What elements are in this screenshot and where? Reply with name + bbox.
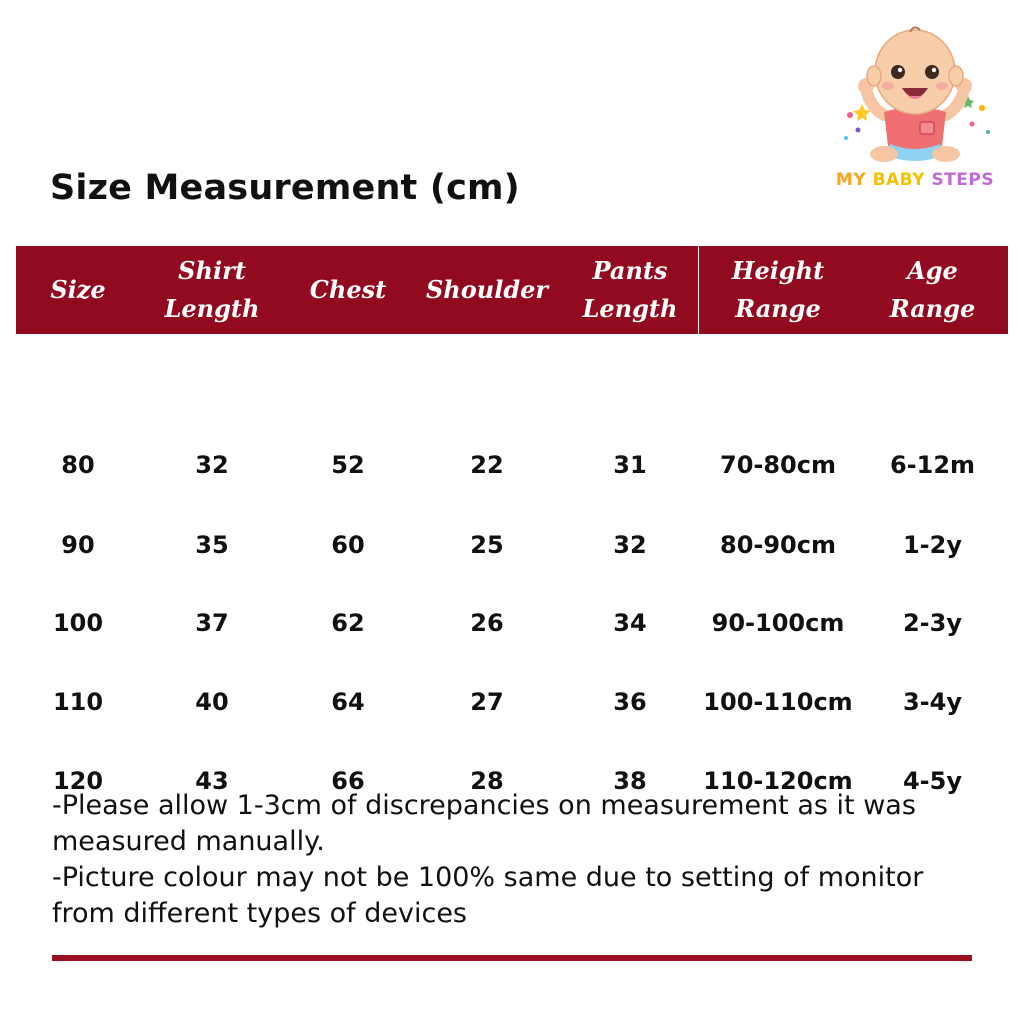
cell-pants-length: 31: [613, 451, 647, 479]
cell-shoulder: 28: [470, 767, 504, 795]
table-header: [16, 246, 1008, 334]
logo-text-baby: BABY: [872, 170, 932, 190]
logo-text: [822, 170, 1008, 190]
cell-shoulder: 22: [470, 451, 504, 479]
header-height-range: Height Range: [731, 256, 825, 323]
cell-size: 120: [52, 767, 104, 795]
cell-size: 90: [61, 531, 95, 559]
size-table: [16, 246, 1008, 795]
cell-height-range: 110-120cm: [703, 767, 853, 795]
table-row: [16, 445, 1008, 485]
cell-size: 110: [52, 688, 104, 716]
cell-age-range: 2-3y: [902, 609, 962, 637]
header-chest: Chest: [309, 275, 387, 304]
table-row: [16, 525, 1008, 565]
cell-age-range: 1-2y: [902, 531, 962, 559]
cell-pants-length: 32: [613, 531, 647, 559]
header-size: Size: [50, 275, 106, 304]
header-shirt-length: Shirt Length: [164, 256, 260, 323]
header-age-range: Age Range: [889, 256, 976, 323]
cell-chest: 64: [331, 688, 365, 716]
note-measurement: -Please allow 1-3cm of discrepancies on measurement as it was measured manually.: [52, 790, 916, 857]
cell-shirt-length: 35: [195, 531, 229, 559]
cell-shoulder: 27: [470, 688, 504, 716]
cell-shirt-length: 43: [195, 767, 229, 795]
cell-height-range: 100-110cm: [703, 688, 853, 716]
baby-mascot-icon: [822, 20, 1008, 170]
cell-size: 100: [52, 609, 104, 637]
logo-text-steps: STEPS: [931, 170, 995, 190]
cell-shoulder: 26: [470, 609, 504, 637]
cell-shirt-length: 32: [195, 451, 229, 479]
cell-pants-length: 34: [613, 609, 647, 637]
page-title: Size Measurement (cm): [50, 168, 520, 208]
cell-chest: 62: [331, 609, 365, 637]
cell-age-range: 3-4y: [902, 688, 962, 716]
notes: [52, 788, 952, 932]
cell-height-range: 80-90cm: [720, 531, 836, 559]
header-pants-length: Pants Length: [582, 256, 678, 323]
cell-age-range: 6-12m: [889, 451, 976, 479]
header-shoulder: Shoulder: [425, 275, 549, 304]
cell-shirt-length: 37: [195, 609, 229, 637]
table-body: [16, 334, 1008, 795]
cell-pants-length: 38: [613, 767, 647, 795]
logo-text-my: MY: [835, 170, 873, 190]
table-row: [16, 603, 1008, 643]
cell-chest: 66: [331, 767, 365, 795]
note-colour: -Picture colour may not be 100% same due to setting of monitor from different types of devices: [52, 862, 924, 929]
bottom-divider: [52, 955, 972, 961]
logo: [822, 20, 1008, 200]
table-row: [16, 682, 1008, 722]
cell-shirt-length: 40: [195, 688, 229, 716]
cell-height-range: 70-80cm: [720, 451, 836, 479]
cell-chest: 60: [331, 531, 365, 559]
cell-age-range: 4-5y: [902, 767, 962, 795]
cell-size: 80: [61, 451, 95, 479]
cell-chest: 52: [331, 451, 365, 479]
cell-height-range: 90-100cm: [711, 609, 845, 637]
cell-shoulder: 25: [470, 531, 504, 559]
cell-pants-length: 36: [613, 688, 647, 716]
